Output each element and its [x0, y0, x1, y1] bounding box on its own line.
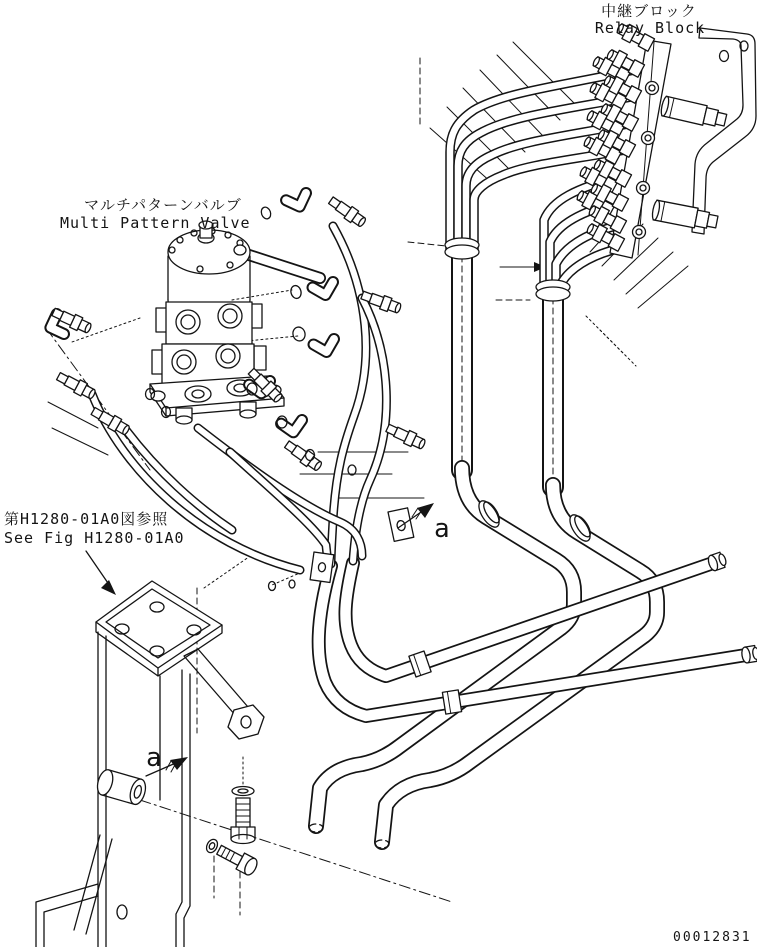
valve-label-jp: マルチパターンバルブ: [84, 196, 242, 214]
mounting-hardware: [95, 757, 260, 915]
spacer-collar: [95, 768, 148, 806]
view-marker-a-lower: a: [146, 743, 162, 773]
diagonal-strap: [184, 649, 264, 739]
pipe-run-right: [319, 551, 757, 716]
relay-long-fitting: [660, 96, 728, 130]
view-marker-a-upper: a: [434, 514, 450, 544]
see-fig-label-en: See Fig H1280-01A0: [4, 529, 185, 547]
elbow-fitting: [314, 332, 334, 352]
clamp-plate-a: [388, 508, 414, 542]
hose-coupler: [385, 422, 427, 452]
part-number: 00012831: [673, 930, 752, 945]
hose-coupler: [283, 438, 324, 473]
see-fig-arrow: [86, 551, 116, 595]
hose-coupler: [55, 370, 97, 401]
washer: [232, 787, 254, 796]
see-fig-label-jp: 第H1280-01A0図参照: [4, 510, 169, 528]
clamp-plate: [310, 552, 334, 583]
valve-label-en: Multi Pattern Valve: [60, 214, 251, 232]
relay-block: [575, 21, 756, 258]
elbow-fitting: [281, 411, 302, 432]
pipe-end-cap: [741, 645, 757, 663]
relay-block-label-en: Relay Block: [594, 19, 706, 37]
elbow-fitting: [286, 187, 306, 207]
relay-block-label-jp: 中継ブロック: [601, 2, 697, 20]
pipe-band-clamp: [442, 690, 461, 714]
bracket-post-right: [176, 670, 190, 947]
relay-block-bracket: [692, 28, 756, 234]
multi-pattern-valve: [150, 221, 320, 424]
relay-long-fitting: [651, 200, 719, 232]
mounting-bolt: [231, 798, 255, 844]
